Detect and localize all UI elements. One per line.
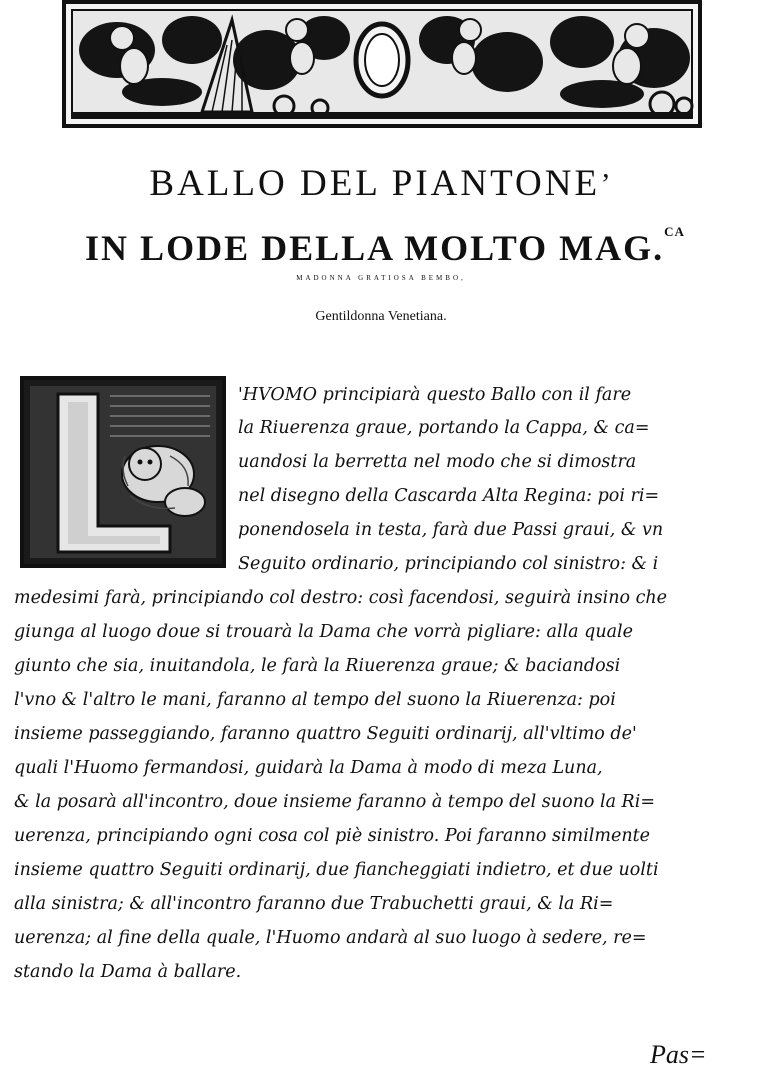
- subtitle: [60, 212, 710, 268]
- subtitle-superscript: CA: [664, 224, 685, 239]
- text-line: & la posarà all'incontro, doue insieme faranno à tempo del suono la Ri=: [14, 792, 655, 812]
- text-line: quali l'Huomo fermandosi, guidarà la Dama à modo di meza Luna,: [14, 758, 603, 778]
- text-line: uandosi la berretta nel modo che si dimostra: [238, 452, 637, 472]
- title-text: BALLO DEL PIANTONE: [149, 163, 601, 204]
- text-line: la Riuerenza graue, portando la Cappa, & ca=: [238, 418, 650, 438]
- ornamental-headpiece-icon: [62, 0, 702, 128]
- catchword: Pas=: [650, 1040, 707, 1069]
- text-line: alla sinistra; & all'incontro faranno due Trabuchetti graui, & la Ri=: [14, 894, 614, 914]
- text-line: stando la Dama à ballare.: [14, 962, 242, 982]
- text-line: nel disegno della Cascarda Alta Regina: poi ri=: [238, 486, 660, 506]
- text-line: medesimi farà, principiando col destro: così facendosi, seguirà insino che: [14, 588, 668, 608]
- woodcut-initial-L-icon: [20, 376, 226, 568]
- text-line: uerenza, principiando ogni cosa col piè sinistro. Poi faranno similmente: [14, 826, 650, 846]
- text-line: ponendosela in testa, farà due Passi graui, & vn: [238, 520, 664, 540]
- text-line: giunto che sia, inuitandola, le farà la Riuerenza graue; & baciandosi: [14, 656, 621, 676]
- text-line: insieme passeggiando, faranno quattro Seguiti ordinarij, all'vltimo de': [14, 724, 637, 744]
- text-line: Seguito ordinario, principiando col sinistro: & i: [238, 554, 659, 574]
- text-line: giunga al luogo doue si trouarà la Dama che vorrà pigliare: alla quale: [14, 622, 633, 642]
- tagline: Gentildonna Venetiana.: [315, 309, 447, 324]
- title-tail: ,: [602, 151, 613, 184]
- dedicatee-line: MADONNA GRATIOSA BEMBO,: [296, 274, 466, 282]
- page-title: [0, 140, 762, 212]
- text-line: l'vno & l'altro le mani, faranno al tempo del suono la Riuerenza: poi: [14, 690, 616, 710]
- text-line: insieme quattro Seguiti ordinarij, due fiancheggiati indietro, et due uolti: [14, 860, 659, 880]
- text-line: uerenza; al fine della quale, l'Huomo andarà al suo luogo à sedere, re=: [14, 928, 647, 948]
- subtitle-text: IN LODE DELLA MOLTO MAG.: [85, 228, 665, 268]
- text-line: 'HVOMO principiarà questo Ballo con il fare: [238, 385, 632, 405]
